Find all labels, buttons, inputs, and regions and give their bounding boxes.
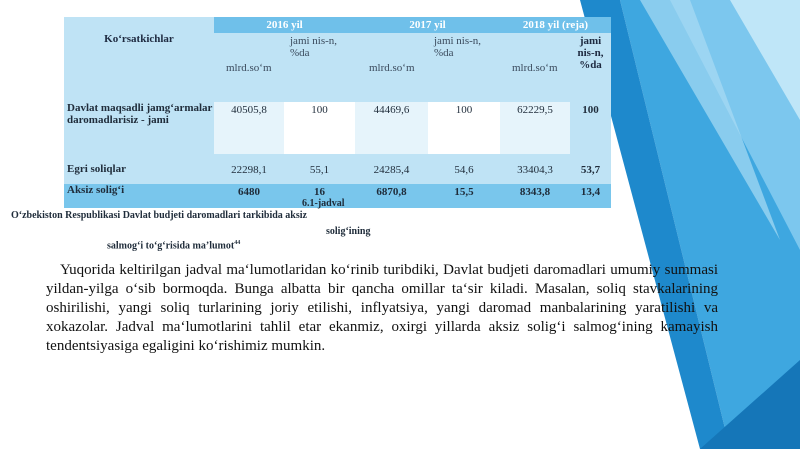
cell-value: 53,7 <box>570 154 611 184</box>
revenue-table-container <box>64 17 611 208</box>
body-paragraph: Yuqorida keltirilgan jadval ma‘lumotlaridan ko‘rinib turibdiki, Davlat budjeti daromadlari umumiy summasi yildan-yilga o‘sib bormoqda. Bunga albatta bir qancha omillar ta‘sir kiladi. Masalan, soliq stavkalarining oshirilishi, yangi soliq turlarining joriy etilishi, inflyatsiya, yangi daromad manbalarining yaratilishi va xokazolar. Jadval ma‘lumotlarini tahlil etar ekanmiz, oxirgi yillarda aksiz solig‘i salmog‘ining kamayish tendentsiyasiga egaligini ko‘rishimiz mumkin. <box>46 262 718 354</box>
table-row <box>64 102 611 154</box>
table-caption-line1: O‘zbekiston Respublikasi Davlat budjeti daromadlari tarkibida aksiz <box>11 210 307 221</box>
header-year-2016: 2016 yil <box>214 17 355 33</box>
footnote-marker: 44 <box>234 240 241 246</box>
subheader-share-2017: jami nis-n, %da <box>428 33 500 102</box>
cell-value: 54,6 <box>428 154 500 184</box>
table-caption-line3: salmog‘i to‘g‘risida ma’lumot$^{44}$ <box>107 240 241 252</box>
header-indicators: Ko‘rsatkichlar <box>64 17 214 102</box>
cell-value: 33404,3 <box>500 154 570 184</box>
row-label-excise: Aksiz solig‘i <box>64 184 214 208</box>
cell-value: 15,5 <box>428 184 500 208</box>
subheader-mlrd-2018: mlrd.so‘m <box>500 33 570 102</box>
cell-value: 44469,6 <box>355 102 428 154</box>
cell-value: 100 <box>284 102 355 154</box>
row-label-total: Davlat maqsadli jamg‘armalar daromadlarisiz - jami <box>64 102 214 154</box>
subheader-mlrd-2016: mlrd.so‘m <box>214 33 284 102</box>
cell-value: 24285,4 <box>355 154 428 184</box>
cell-value: 40505,8 <box>214 102 284 154</box>
cell-value: 100 <box>570 102 611 154</box>
table-row <box>64 154 611 184</box>
table-number: 6.1-jadval <box>302 198 345 209</box>
cell-value: 6870,8 <box>355 184 428 208</box>
revenue-table <box>64 17 611 208</box>
header-year-2018: 2018 yil (reja) <box>500 17 611 33</box>
decorative-blue-facets <box>580 0 800 449</box>
cell-value: 16 <box>284 184 355 208</box>
cell-value: 100 <box>428 102 500 154</box>
subheader-share-2016: jami nis-n, %da <box>284 33 355 102</box>
cell-value: 22298,1 <box>214 154 284 184</box>
cell-value: 55,1 <box>284 154 355 184</box>
cell-value: 62229,5 <box>500 102 570 154</box>
subheader-share-2018: jami nis-n, %da <box>570 33 611 102</box>
cell-value: 8343,8 <box>500 184 570 208</box>
table-caption-line2: solig‘ining <box>326 226 371 237</box>
cell-value: 6480 <box>214 184 284 208</box>
cell-value: 13,4 <box>570 184 611 208</box>
subheader-mlrd-2017: mlrd.so‘m <box>355 33 428 102</box>
header-year-2017: 2017 yil <box>355 17 500 33</box>
row-label-indirect: Egri soliqlar <box>64 154 214 184</box>
